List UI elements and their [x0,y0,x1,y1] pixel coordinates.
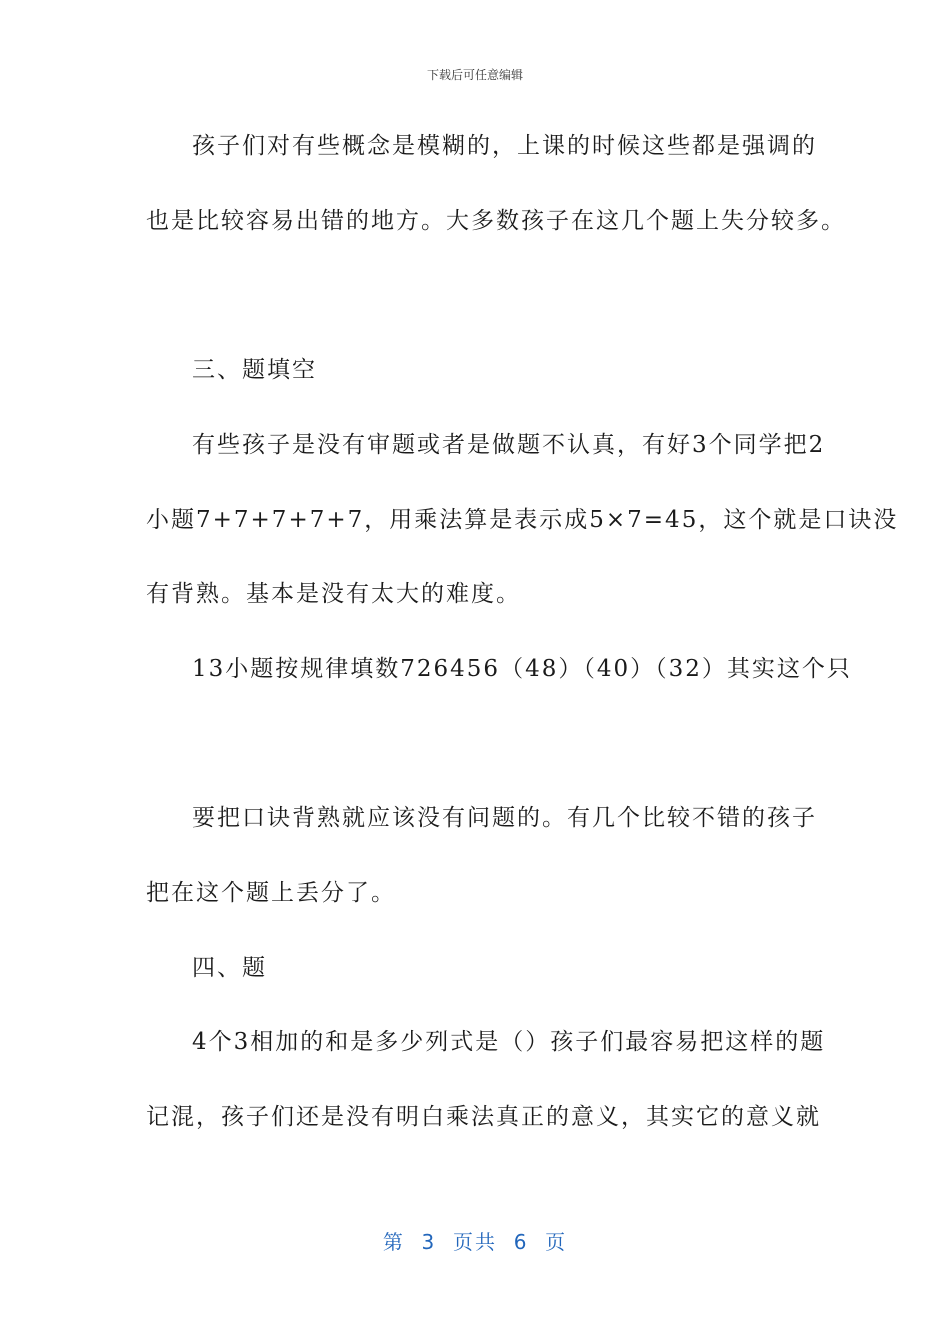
body-line-7: 13小题按规律填数726456（48）（40）（32）其实这个只 [192,656,852,682]
body-line-4: 有些孩子是没有审题或者是做题不认真，有好3个同学把2 [192,432,826,458]
body-line-12: 记混，孩子们还是没有明白乘法真正的意义，其实它的意义就 [146,1104,821,1130]
body-line-2: 也是比较容易出错的地方。大多数孩子在这几个题上失分较多。 [146,208,846,234]
body-line-9: 把在这个题上丢分了。 [146,880,396,906]
body-line-1: 孩子们对有些概念是模糊的，上课的时候这些都是强调的 [192,133,817,159]
body-line-6: 有背熟。基本是没有太大的难度。 [146,581,521,607]
section-heading-3: 三、题填空 [192,357,317,383]
body-line-8: 要把口诀背熟就应该没有问题的。有几个比较不错的孩子 [192,805,817,831]
body-line-11: 4个3相加的和是多少列式是（）孩子们最容易把这样的题 [192,1029,826,1055]
page-footer: 第 3 页共 6 页 [382,1230,568,1254]
body-line-5: 小题7+7+7+7+7，用乘法算是表示成5×7=45，这个就是口诀没 [146,507,899,533]
section-heading-4: 四、题 [192,955,267,981]
page-header: 下载后可任意编辑 [426,68,523,82]
